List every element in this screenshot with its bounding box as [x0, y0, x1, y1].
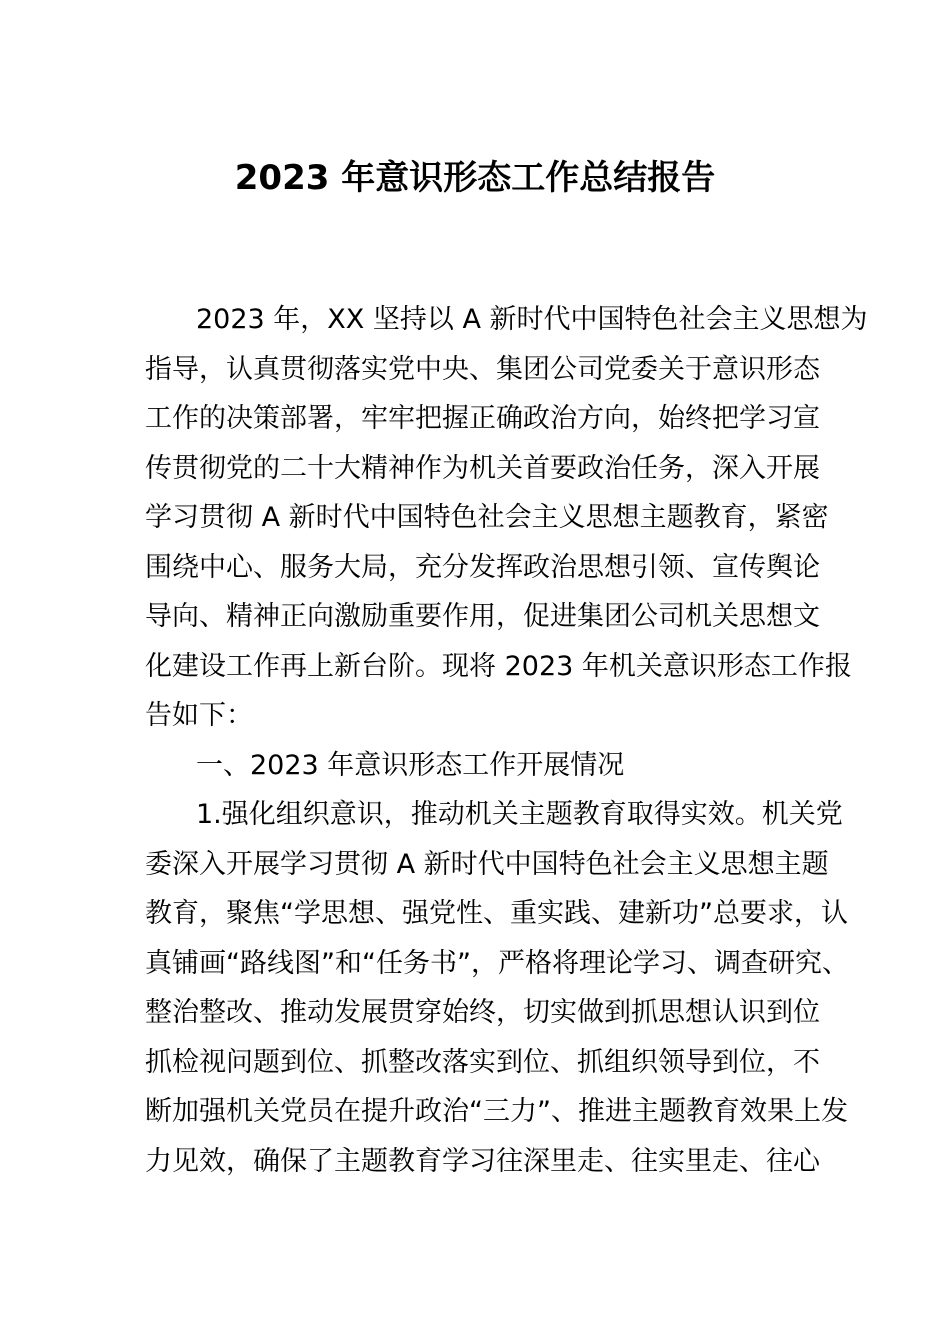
document-title: 2023 年意识形态工作总结报告 — [234, 158, 716, 198]
paragraph-line: 工作的决策部署，牢牢把握正确政治方向，始终把学习宣 — [145, 403, 820, 434]
paragraph-line: 真铺画“路线图”和“任务书”，严格将理论学习、调查研究、 — [145, 948, 849, 979]
paragraph-line: 传贯彻党的二十大精神作为机关首要政治任务，深入开展 — [145, 453, 820, 484]
paragraph-line: 导向、精神正向激励重要作用，促进集团公司机关思想文 — [145, 601, 820, 632]
paragraph-line: 断加强机关党员在提升政治“三力”、推进主题教育效果上发 — [145, 1096, 848, 1127]
paragraph-line: 整治整改、推动发展贯穿始终，切实做到抓思想认识到位 — [145, 997, 820, 1028]
paragraph-line: 指导，认真贯彻落实党中央、集团公司党委关于意识形态 — [145, 354, 820, 385]
paragraph-line: 2023 年，XX 坚持以 A 新时代中国特色社会主义思想为 — [196, 304, 868, 335]
section-heading: 一、2023 年意识形态工作开展情况 — [196, 750, 625, 781]
paragraph-line: 化建设工作再上新台阶。现将 2023 年机关意识形态工作报 — [145, 651, 852, 682]
paragraph-line: 学习贯彻 A 新时代中国特色社会主义思想主题教育，紧密 — [145, 502, 829, 533]
paragraph-line: 委深入开展学习贯彻 A 新时代中国特色社会主义思想主题 — [145, 849, 829, 880]
paragraph-line: 告如下： — [145, 700, 253, 731]
paragraph-line: 力见效，确保了主题教育学习往深里走、往实里走、往心 — [145, 1146, 820, 1177]
paragraph-line: 1.强化组织意识，推动机关主题教育取得实效。机关党 — [196, 799, 843, 830]
paragraph-line: 围绕中心、服务大局，充分发挥政治思想引领、宣传舆论 — [145, 552, 820, 583]
paragraph-line: 教育，聚焦“学思想、强党性、重实践、建新功”总要求，认 — [145, 898, 848, 929]
paragraph-line: 抓检视问题到位、抓整改落实到位、抓组织领导到位，不 — [145, 1047, 820, 1078]
